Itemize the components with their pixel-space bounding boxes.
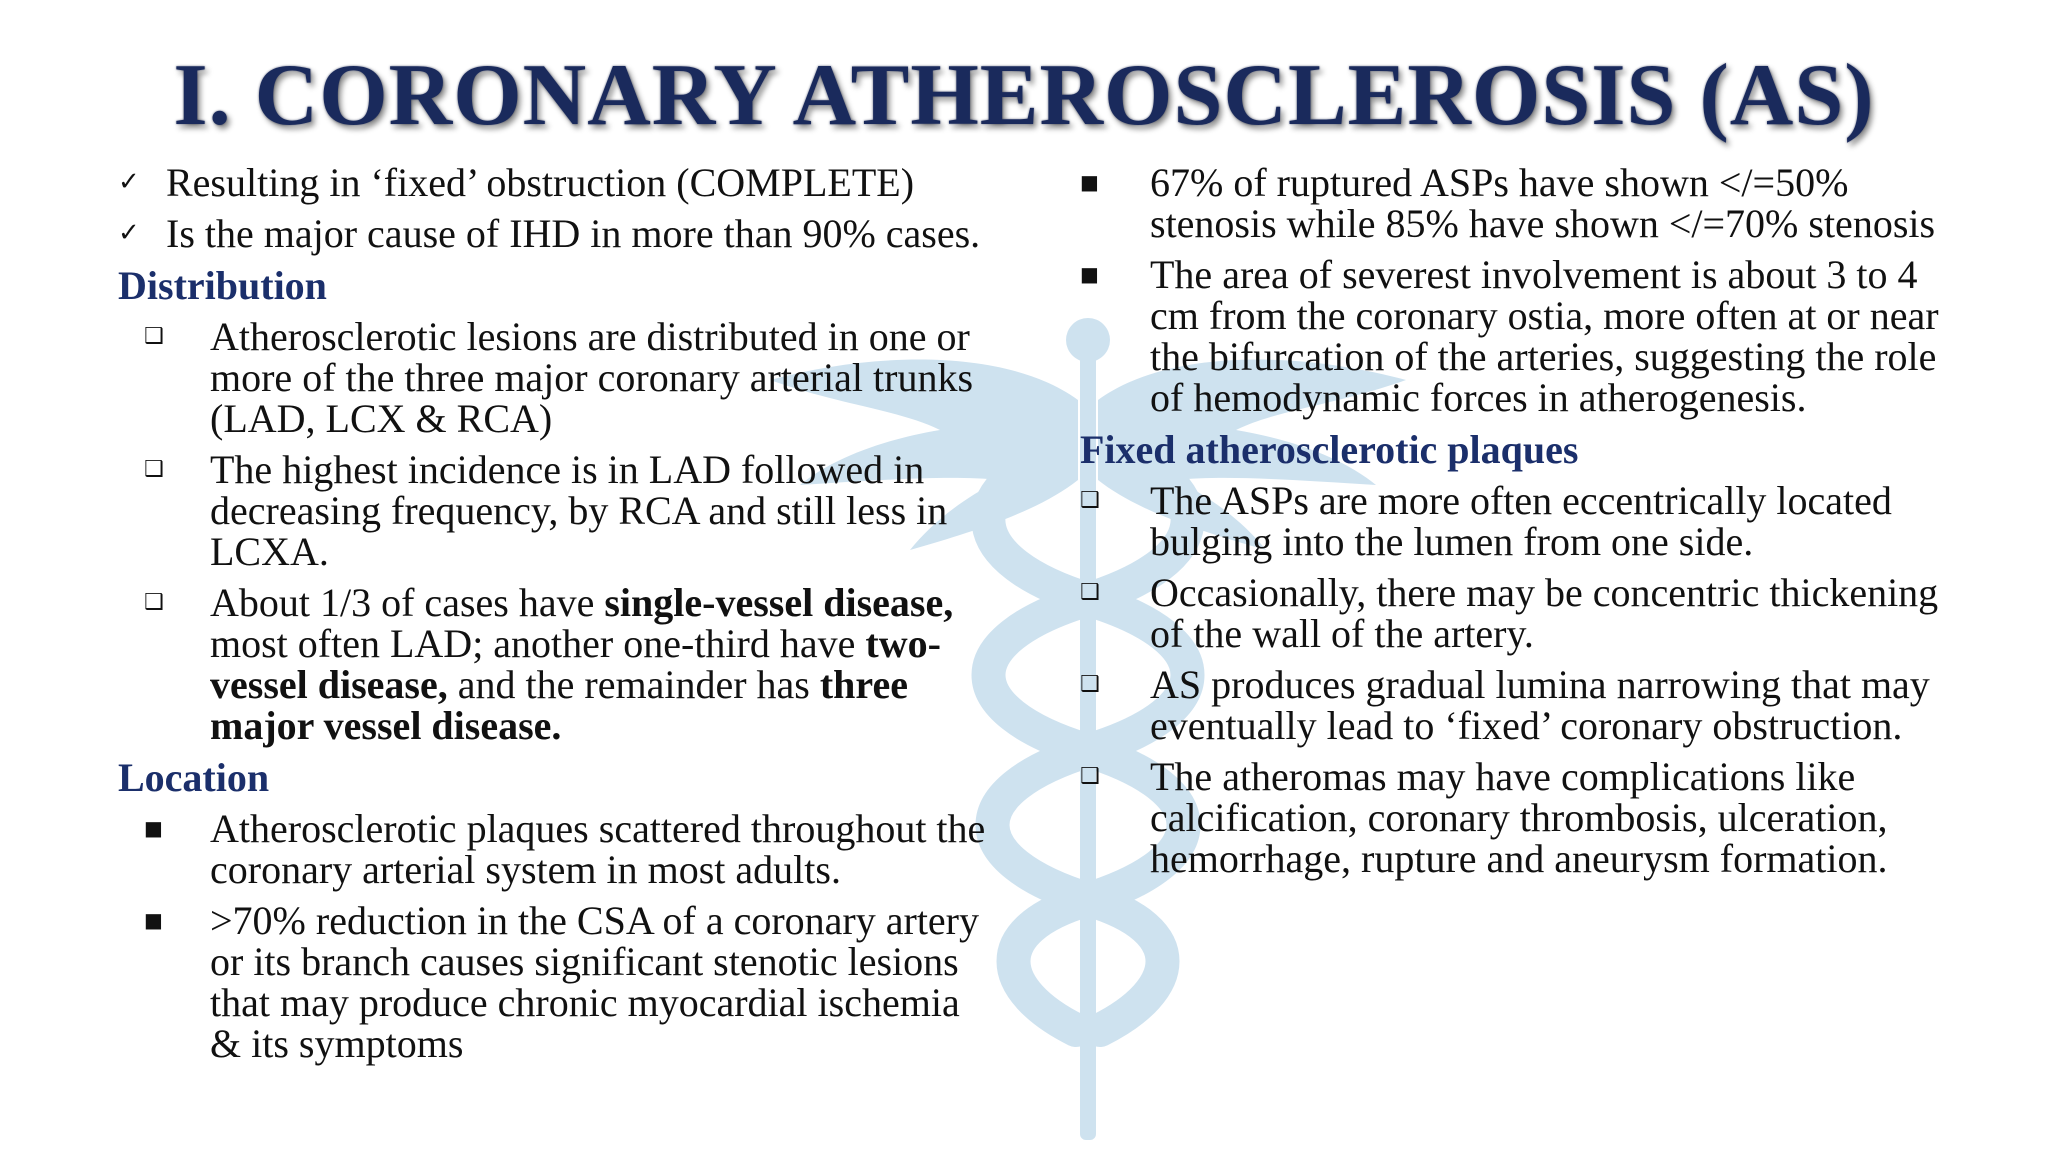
left-column [118,162,998,1074]
check-icon: ✓ [118,167,140,197]
section-heading-fixed-plaques: Fixed atherosclerotic plaques [1080,427,1579,472]
list-item: ✓ Is the major cause of IHD in more than 90% cases. [118,211,981,256]
three-vessel-term: three major vessel disease. [210,662,908,748]
list-item: ✓ Resulting in ‘fixed’ obstruction (COMPLETE) [118,160,915,205]
list-item: ❑ AS produces gradual lumina narrowing that may eventually lead to ‘fixed’ coronary obstruction. [1080,662,1930,748]
hollow-square-bullet-icon: ❑ [144,590,164,615]
filled-square-bullet-icon: ■ [144,908,163,932]
hollow-square-bullet-icon: ❑ [144,457,164,482]
hollow-square-bullet-icon: ❑ [1080,580,1100,605]
list-item: ❑ Occasionally, there may be concentric thickening of the wall of the artery. [1080,570,1939,656]
hollow-square-bullet-icon: ❑ [1080,488,1100,513]
list-item: ❑ Atherosclerotic lesions are distributed in one or more of the three major coronary arterial trunks (LAD, LCX & RCA) [144,314,974,441]
filled-square-bullet-icon: ■ [1080,170,1099,194]
slide-title: I. CORONARY ATHEROSCLEROSIS (AS) [173,47,1875,144]
list-item: ■ >70% reduction in the CSA of a coronary artery or its branch causes significant stenotic lesions that may produce chronic myocardial ischemia & its symptoms [144,898,980,1066]
filled-square-bullet-icon: ■ [144,816,163,840]
filled-square-bullet-icon: ■ [1080,262,1099,286]
section-heading-location: Location [118,755,270,800]
hollow-square-bullet-icon: ❑ [1080,764,1100,789]
hollow-square-bullet-icon: ❑ [1080,672,1100,697]
two-vessel-term: two-vessel disease, [210,621,941,707]
single-vessel-term: single-vessel disease, [604,580,954,625]
list-item: ■ Atherosclerotic plaques scattered throughout the coronary arterial system in most adults. [144,806,986,892]
list-item: ❑ The atheromas may have complications like calcification, coronary thrombosis, ulceration, hemorrhage, rupture and aneurysm formation. [1080,754,1888,881]
list-item: ❑ The highest incidence is in LAD followed in decreasing frequency, by RCA and still less in LCXA. [144,447,948,574]
check-icon: ✓ [118,218,140,248]
list-item: ❑ About 1/3 of cases have single-vessel disease, most often LAD; another one-third have two-vessel disease, and the remainder has three major vessel disease. [144,580,954,748]
section-heading-distribution: Distribution [118,263,327,308]
list-item: ❑ The ASPs are more often eccentrically located bulging into the lumen from one side. [1080,478,1892,564]
list-item: ■ 67% of ruptured ASPs have shown </=50% stenosis while 85% have shown </=70% stenosis [1080,160,1936,246]
list-item: ■ The area of severest involvement is about 3 to 4 cm from the coronary ostia, more often at or near the bifurcation of the arteries, suggesting the role of hemodynamic forces in atherogenesis. [1080,252,1939,420]
right-column [1080,162,1960,889]
hollow-square-bullet-icon: ❑ [144,324,164,349]
